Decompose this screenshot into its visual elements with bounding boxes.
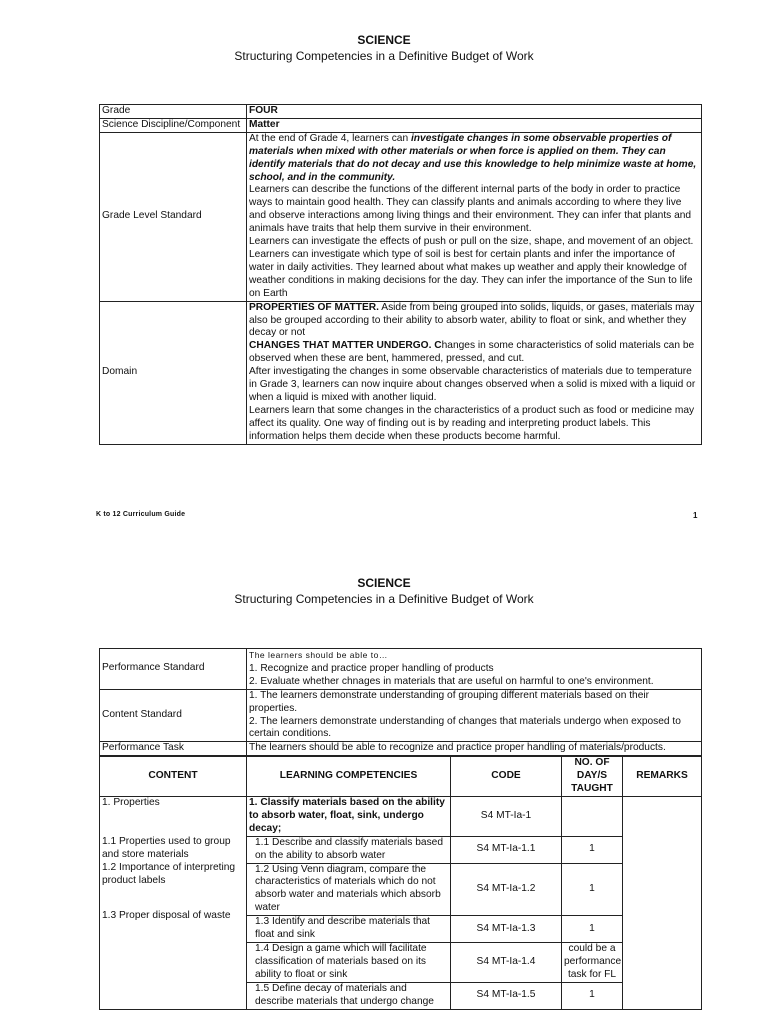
code-cell: S4 MT-Ia-1.4	[451, 942, 562, 982]
days-cell: 1	[562, 916, 623, 943]
content-item-1-1: 1.1 Properties used to group and store materials	[102, 836, 231, 860]
code-cell: S4 MT-Ia-1.3	[451, 916, 562, 943]
code-cell: S4 MT-Ia-1.5	[451, 982, 562, 1009]
days-cell: could be a performance task for FL	[562, 942, 623, 982]
grade-level-standard-label: Grade Level Standard	[100, 132, 247, 301]
performance-standard-label: Performance Standard	[100, 649, 247, 690]
page2-subtitle: Structuring Competencies in a Definitive Budget of Work	[234, 592, 534, 606]
standards-table	[99, 648, 702, 756]
remarks-cell	[623, 797, 702, 1010]
discipline-row	[100, 118, 702, 132]
performance-task-row	[100, 742, 702, 756]
competency-cell: 1.3 Identify and describe materials that float and sink	[247, 916, 451, 943]
content-item-1-2: 1.2 Importance of interpreting product labels	[102, 861, 236, 886]
performance-task-text: The learners should be able to recognize and practice proper handling of materials/products.	[247, 742, 702, 756]
grade-level-standard-row	[100, 132, 702, 301]
competency-cell: 1.2 Using Venn diagram, compare the characteristics of materials which do not absorb water and materials which absorb water	[247, 863, 451, 916]
competencies-header-row	[100, 757, 702, 797]
page1-title: SCIENCE	[357, 33, 411, 47]
grade-info-table	[99, 104, 702, 445]
days-cell: 1	[562, 982, 623, 1009]
content-standard-text: 1. The learners demonstrate understanding of grouping different materials based on their properties. 2. The learners demonstrate understanding of changes that materials undergo when exposed to certain conditions.	[247, 689, 702, 742]
content-item-properties: 1. Properties	[102, 797, 160, 808]
content-standard-label: Content Standard	[100, 689, 247, 742]
discipline-label: Science Discipline/Component	[100, 118, 247, 132]
header-days-taught: NO. OF DAY/S TAUGHT	[562, 757, 623, 797]
domain-text: PROPERTIES OF MATTER. Aside from being grouped into solids, liquids, or gases, materials may also be grouped according to their ability to absorb water, ability to float or sink, and whether they decay or not CHANGES THAT MATTER UNDERGO. Changes in some characteristics of solid materials can be observed when these are bent, hammered, pressed, and cut. After investigating the changes in some observable characteristics of materials due to temperature in Grade 3, learners can now inquire about changes observed when a solid is mixed with a liquid or when a liquid is mixed with another liquid. Learners learn that some changes in the characteristics of a product such as food or medicine may affect its quality. One way of finding out is by reading and interpreting product labels. This information helps them decide when these products become harmful.	[247, 301, 702, 444]
grade-row	[100, 105, 702, 119]
code-cell: S4 MT-Ia-1.1	[451, 836, 562, 863]
domain-row	[100, 301, 702, 444]
performance-standard-row	[100, 649, 702, 690]
domain-label: Domain	[100, 301, 247, 444]
page1-subtitle: Structuring Competencies in a Definitive Budget of Work	[234, 49, 534, 63]
grade-value: FOUR	[247, 105, 702, 119]
page2-title: SCIENCE	[357, 576, 411, 590]
header-learning-competencies: LEARNING COMPETENCIES	[247, 757, 451, 797]
grade-label: Grade	[100, 105, 247, 119]
competency-cell: 1.5 Define decay of materials and describe materials that undergo change	[247, 982, 451, 1009]
page-footer-label: K to 12 Curriculum Guide	[96, 511, 186, 518]
grade-level-standard-text: At the end of Grade 4, learners can investigate changes in some observable properties of materials when mixed with other materials or when force is applied on them. They can identify materials that do not decay and use this knowledge to help minimize waste at home, school, and in the community. Learners can describe the functions of the different internal parts of the body in order to practice ways to maintain good health. They can classify plants and animals according to where they live and observe interactions among living things and their environment. They can infer that plants and animals have traits that help them survive in their environment. Learners can investigate the effects of push or pull on the size, shape, and movement of an object. Learners can investigate which type of soil is best for certain plants and infer the importance of water in daily activities. They learned about what makes up weather and apply their knowledge of weather conditions in making decisions for the day. They can infer the importance of the Sun to life on Earth	[247, 132, 702, 301]
header-code: CODE	[451, 757, 562, 797]
content-standard-row	[100, 689, 702, 742]
code-cell: S4 MT-Ia-1	[451, 797, 562, 837]
table-row	[100, 797, 702, 837]
competency-cell: 1.4 Design a game which will facilitate classification of materials based on its ability to float or sink	[247, 942, 451, 982]
competencies-table	[99, 756, 702, 1010]
code-cell: S4 MT-Ia-1.2	[451, 863, 562, 916]
days-cell	[562, 797, 623, 837]
days-cell: 1	[562, 863, 623, 916]
content-item-1-3: 1.3 Proper disposal of waste	[102, 909, 231, 921]
days-cell: 1	[562, 836, 623, 863]
discipline-value: Matter	[247, 118, 702, 132]
performance-task-label: Performance Task	[100, 742, 247, 756]
competency-cell: 1.1 Describe and classify materials based on the ability to absorb water	[247, 836, 451, 863]
performance-standard-text: The learners should be able to… 1. Recognize and practice proper handling of products 2. Evaluate whether chnages in materials that are useful on harmful to one's environment.	[247, 649, 702, 690]
page-number: 1	[693, 511, 698, 520]
competency-cell: 1. Classify materials based on the ability to absorb water, float, sink, undergo decay;	[247, 797, 451, 837]
content-cell	[100, 797, 247, 1010]
header-content: CONTENT	[100, 757, 247, 797]
header-remarks: REMARKS	[623, 757, 702, 797]
